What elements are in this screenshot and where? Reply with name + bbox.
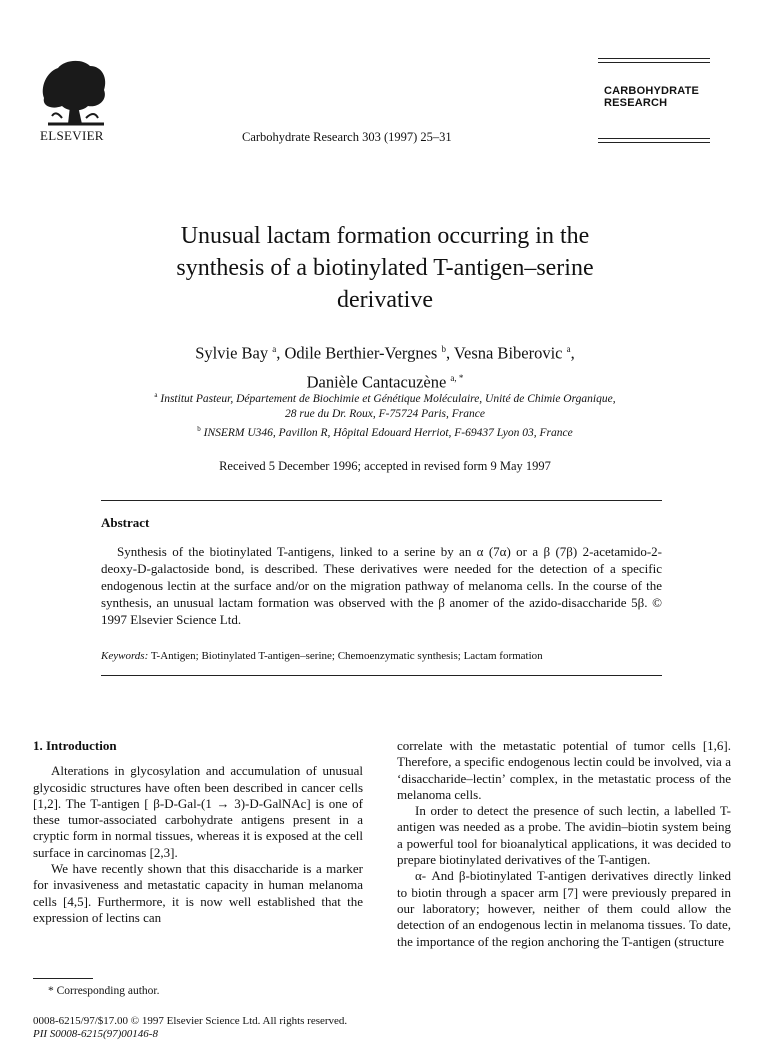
elsevier-tree-logo — [38, 58, 110, 128]
body-paragraph: In order to detect the presence of such lectin, a labelled T-antigen was needed as a probe. The avidin–biotin system being a powerful tool for bioanalytical applications, it was decided to prepare biotinylated derivatives of the T-antigen. — [397, 803, 731, 868]
affiliation-b — [60, 422, 710, 441]
body-paragraph: α- And β-biotinylated T-antigen derivatives directly linked to biotin through a spacer arm [7] were previously prepared in our laboratory; however, neither of them could allow the detection of an endogenous lectin in melanoma tissues. To date, the importance of the region anchoring the T-antigen (structure — [397, 868, 731, 949]
header-rule-bottom-2 — [598, 142, 710, 143]
body-column-right — [397, 738, 731, 950]
author-affil-mark: b — [441, 344, 446, 354]
keywords-list: T-Antigen; Biotinylated T-antigen–serine; Chemoenzymatic synthesis; Lactam formation — [150, 650, 543, 662]
body-paragraph: We have recently shown that this disaccharide is a marker for invasiveness and metastatic capacity in human melanoma cells [4,5]. Furthermore, it is now well established that the expression of lectins can — [33, 861, 363, 925]
affiliation-a-address: 28 rue du Dr. Roux, F-75724 Paris, France — [285, 407, 485, 420]
copyright-line: 0008-6215/97/$17.00 © 1997 Elsevier Science Ltd. All rights reserved. — [33, 1015, 348, 1027]
abstract-heading: Abstract — [101, 515, 150, 530]
author-name: Sylvie Bay — [195, 343, 269, 363]
author-name: Odile Berthier-Vergnes — [284, 343, 438, 363]
header-rule-bottom — [598, 138, 710, 139]
abstract-rule-top — [101, 500, 662, 501]
abstract-rule-bottom — [101, 675, 662, 676]
corresponding-author-footnote: * Corresponding author. — [48, 985, 160, 997]
body-paragraph: Alterations in glycosylation and accumulation of unusual glycosidic structures have often been described in cancer cells [1,2]. The T-antigen [ β-D-Gal-(1 → 3)-D-GalNAc] is one of these tumor-associated carbohydrate antigens present in a cryptic form in normal tissues, whereas it is exposed at the cell surface in carcinomas [2,3]. — [33, 763, 363, 860]
footnote-rule — [33, 978, 93, 979]
author-line-1: Sylvie Bay $^a$, Odile Berthier-Vergnes $^b$, Vesna Biberovic $^a$, — [195, 343, 575, 363]
affiliations — [60, 388, 710, 441]
abstract-text: Synthesis of the biotinylated T-antigens, linked to a serine by an α (7α) or a β (7β) 2-acetamido-2-deoxy-D-galactoside bond, is described. These derivatives were needed for the detection of a specific endogenous lectin at the surface and/or on the migration pathway of melanoma cells. In the course of the synthesis, an unusual lactam formation was observed with the β anomer of the azido-disaccharide 5β. © 1997 Elsevier Science Ltd. — [101, 544, 662, 627]
header-rule-top-2 — [598, 62, 710, 63]
title-line: derivative — [337, 287, 433, 313]
body-paragraph: correlate with the metastatic potential of tumor cells [1,6]. Therefore, a specific endogenous lectin could be involved, via a ‘disaccharide–lectin’ complex, in the metastatic process of the melanoma cells. — [397, 738, 731, 802]
affiliation-mark: b — [197, 424, 201, 433]
header-rule-top — [598, 58, 710, 59]
author-list — [110, 337, 660, 394]
author-affil-mark: a — [272, 344, 277, 354]
affiliation-text: INSERM U346, Pavillon R, Hôpital Edouard Herriot, F-69437 Lyon 03, France — [203, 426, 573, 439]
keywords-label: Keywords: — [101, 650, 149, 662]
author-name: Vesna Biberovic — [453, 343, 563, 363]
journal-citation: Carbohydrate Research 303 (1997) 25–31 — [242, 130, 452, 144]
title-line: synthesis of a biotinylated T-antigen–serine — [176, 255, 594, 281]
author-affil-mark: a, * — [450, 372, 464, 383]
pii-line: PII S0008-6215(97)00146-8 — [33, 1028, 158, 1040]
footer — [33, 1015, 347, 1041]
title-line: Unusual lactam formation occurring in the — [180, 223, 590, 249]
journal-name-line1: CARBOHYDRATE — [604, 85, 700, 97]
author-affil-mark: a — [566, 344, 571, 354]
affiliation-mark: a — [154, 391, 158, 399]
author-name: Danièle Cantacuzène — [306, 372, 447, 391]
affiliation-a — [60, 388, 710, 407]
received-dates: Received 5 December 1996; accepted in revised form 9 May 1997 — [219, 459, 551, 473]
article-title — [100, 220, 670, 316]
body-column-left — [33, 738, 363, 926]
keywords — [101, 650, 662, 662]
journal-name — [604, 85, 699, 109]
section-heading: 1. Introduction — [33, 738, 117, 753]
affiliation-text: Institut Pasteur, Département de Biochimie et Génétique Moléculaire, Unité de Chimie Organique, — [160, 392, 616, 405]
publisher-name: ELSEVIER — [40, 128, 104, 143]
journal-name-line2: RESEARCH — [604, 97, 668, 109]
